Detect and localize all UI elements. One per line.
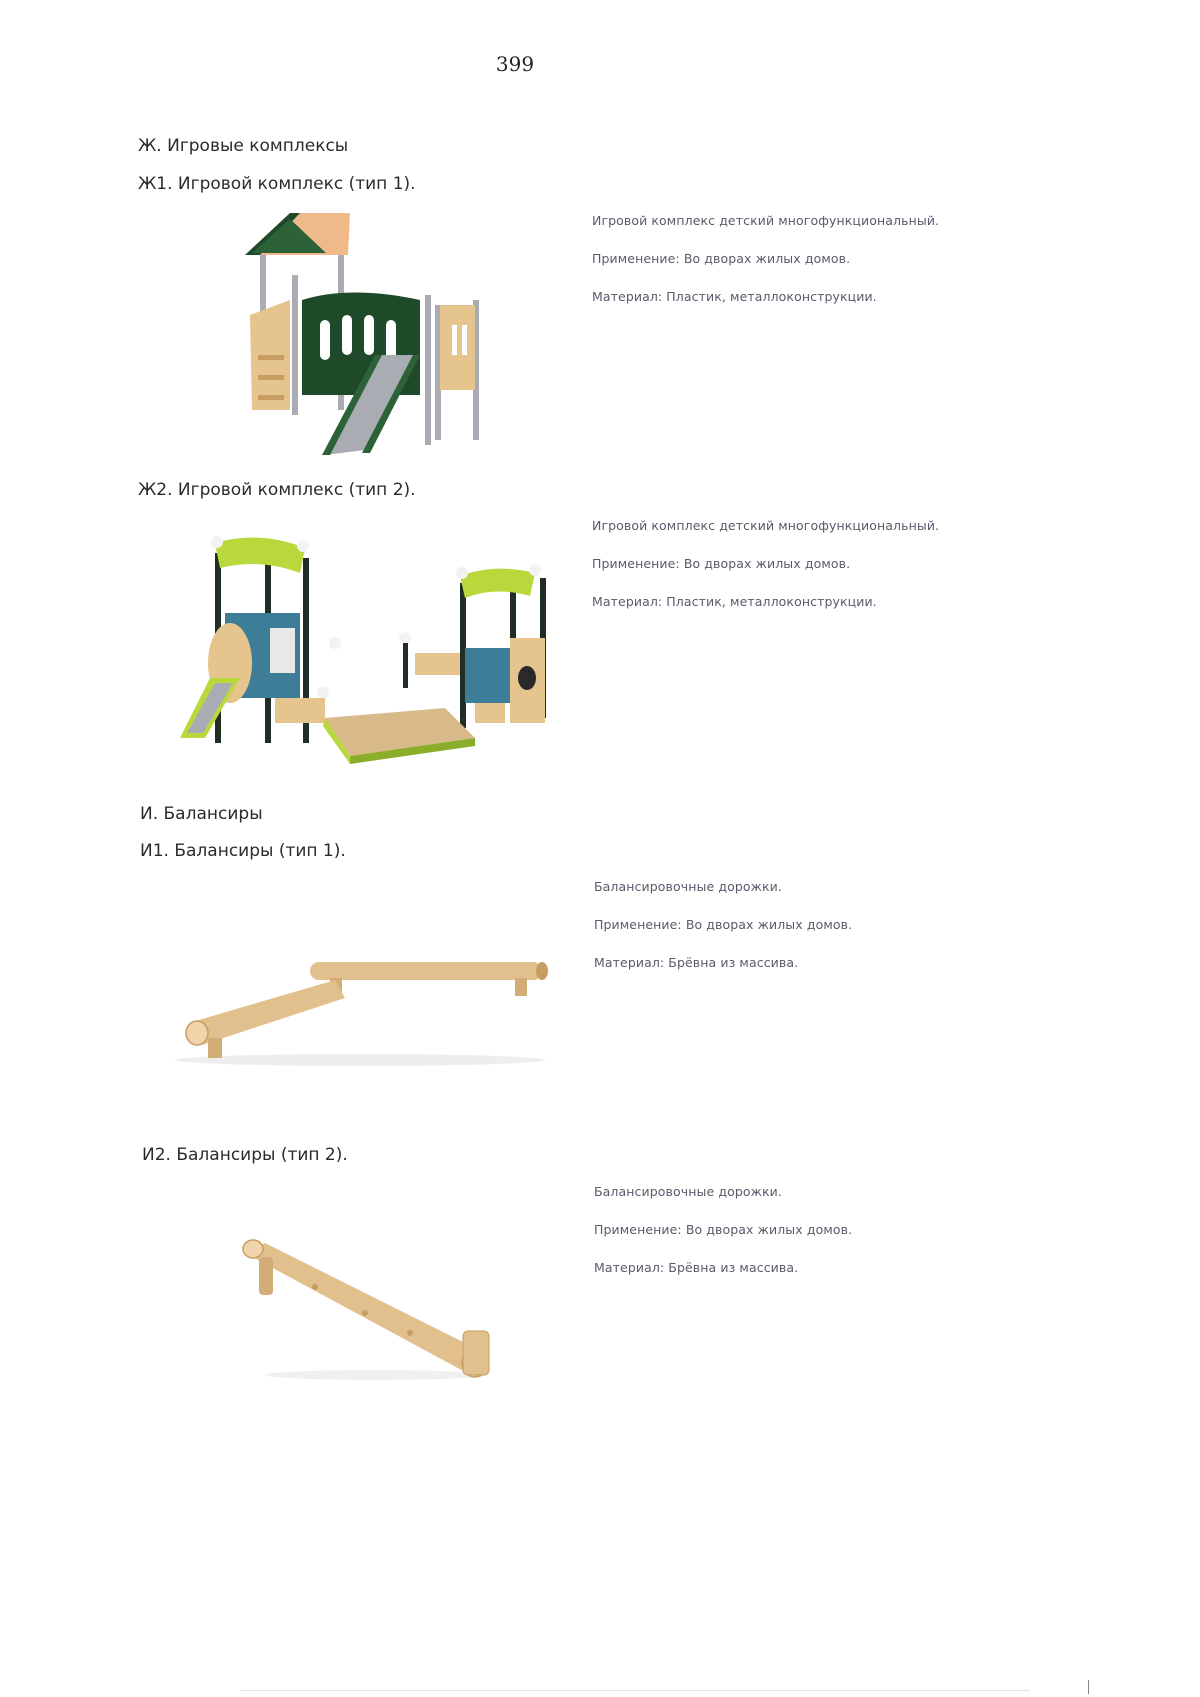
item-description-i1 xyxy=(594,878,852,992)
application-text: Применение: Во дворах жилых домов. xyxy=(592,251,851,266)
item-title-zh2: Ж2. Игровой комплекс (тип 2). xyxy=(138,480,416,500)
item-description-i2 xyxy=(594,1183,852,1297)
footer-tick xyxy=(1088,1680,1089,1694)
material-text: Материал: Брёвна из массива. xyxy=(594,1260,799,1275)
section-title-balancers: И. Балансиры xyxy=(140,804,263,824)
item-description-zh1 xyxy=(592,212,939,326)
footer-rule xyxy=(240,1690,1030,1691)
balance-log-2-illustration xyxy=(235,1235,495,1385)
item-title-i2: И2. Балансиры (тип 2). xyxy=(142,1145,348,1165)
item-title-i1: И1. Балансиры (тип 1). xyxy=(140,841,346,861)
description-text: Игровой комплекс детский многофункциональный. xyxy=(592,213,940,228)
application-text: Применение: Во дворах жилых домов. xyxy=(594,1222,853,1237)
item-title-zh1: Ж1. Игровой комплекс (тип 1). xyxy=(138,174,416,194)
material-text: Материал: Пластик, металлоконструкции. xyxy=(592,289,877,304)
application-text: Применение: Во дворах жилых домов. xyxy=(594,917,853,932)
item-description-zh2 xyxy=(592,517,939,631)
playground-complex-2-illustration xyxy=(175,528,560,768)
description-text: Игровой комплекс детский многофункциональный. xyxy=(592,518,940,533)
material-text: Материал: Брёвна из массива. xyxy=(594,955,799,970)
section-title-playground: Ж. Игровые комплексы xyxy=(138,136,349,156)
application-text: Применение: Во дворах жилых домов. xyxy=(592,556,851,571)
playground-complex-1-illustration xyxy=(230,205,500,470)
page-number: 399 xyxy=(495,52,535,76)
description-text: Балансировочные дорожки. xyxy=(594,879,782,894)
description-text: Балансировочные дорожки. xyxy=(594,1184,782,1199)
material-text: Материал: Пластик, металлоконструкции. xyxy=(592,594,877,609)
balance-logs-1-illustration xyxy=(170,950,555,1075)
